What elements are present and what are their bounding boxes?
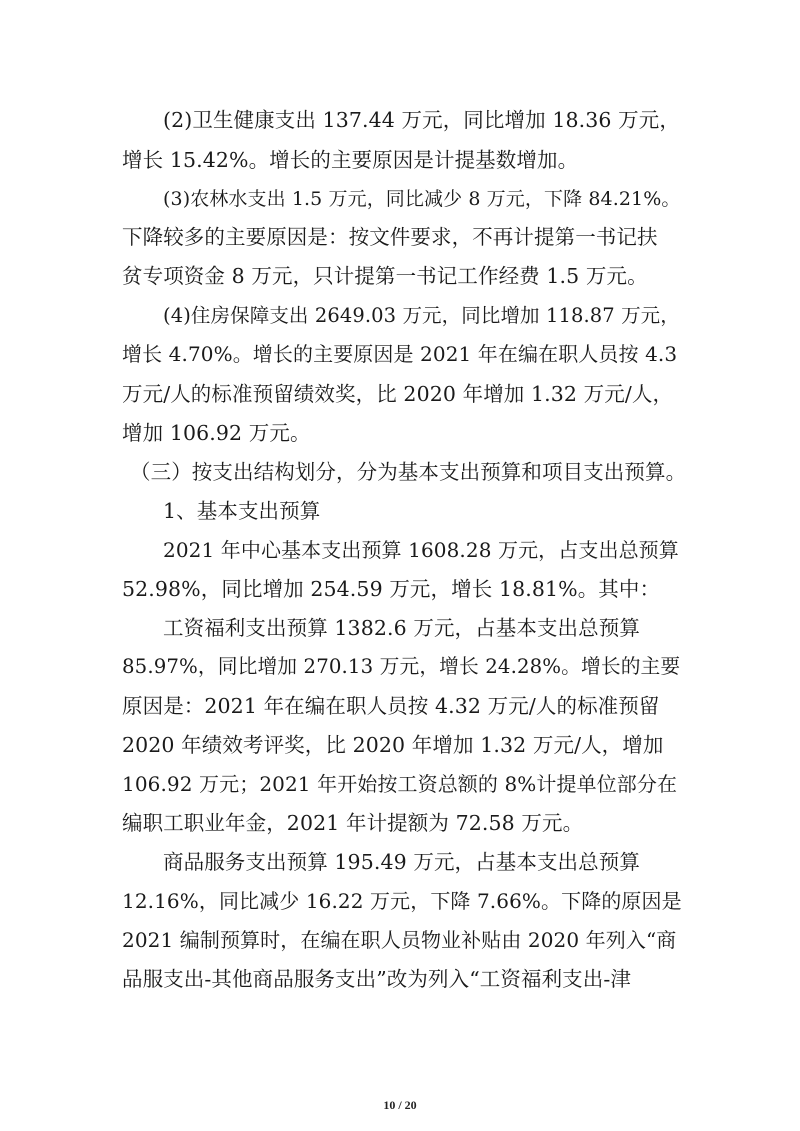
paragraph-line: 商品服务支出预算 195.49 万元，占基本支出总预算 — [163, 850, 640, 874]
section-heading: （三）按支出结构划分，分为基本支出预算和项目支出预算。 — [130, 460, 687, 484]
paragraph-line: 万元/人的标准预留绩效奖，比 2020 年增加 1.32 万元/人， — [122, 382, 674, 406]
paragraph-line: 106.92 万元；2021 年开始按工资总额的 8%计提单位部分在 — [122, 772, 678, 796]
paragraph-line: 增加 106.92 万元。 — [122, 421, 311, 445]
subsection-heading: 1、基本支出预算 — [163, 499, 321, 523]
paragraph-line: 原因是：2021 年在编在职人员按 4.32 万元/人的标准预留 — [122, 694, 660, 718]
paragraph-line: (4)住房保障支出 2649.03 万元，同比增加 118.87 万元， — [163, 304, 680, 327]
paragraph-line: (3)农林水支出 1.5 万元，同比减少 8 万元，下降 84.21%。 — [163, 188, 681, 210]
paragraph-line: 52.98%，同比增加 254.59 万元，增长 18.81%。其中： — [122, 577, 661, 601]
paragraph-line: 2020 年绩效考评奖，比 2020 年增加 1.32 万元/人，增加 — [122, 733, 664, 757]
paragraph-line: 2021 编制预算时，在编在职人员物业补贴由 2020 年列入“商 — [122, 928, 677, 952]
paragraph-line: 12.16%，同比减少 16.22 万元，下降 7.66%。下降的原因是 — [122, 889, 682, 913]
paragraph-line: 85.97%，同比增加 270.13 万元，增长 24.28%。增长的主要 — [122, 655, 681, 678]
paragraph-line: 下降较多的主要原因是：按文件要求，不再计提第一书记扶 — [122, 225, 658, 249]
page-number: 10 / 20 — [383, 1098, 417, 1112]
paragraph-line: 工资福利支出预算 1382.6 万元，占基本支出总预算 — [163, 616, 640, 640]
paragraph-line: 增长 15.42%。增长的主要原因是计提基数增加。 — [122, 148, 579, 172]
paragraph-line: 2021 年中心基本支出预算 1608.28 万元，占支出总预算 — [163, 538, 679, 562]
paragraph-line: 品服支出-其他商品服务支出”改为列入“工资福利支出-津 — [122, 967, 632, 991]
paragraph-line: 贫专项资金 8 万元，只计提第一书记工作经费 1.5 万元。 — [122, 264, 648, 288]
paragraph-line: 增长 4.70%。增长的主要原因是 2021 年在编在职人员按 4.3 — [122, 342, 678, 366]
paragraph-line: (2)卫生健康支出 137.44 万元，同比增加 18.36 万元， — [163, 108, 680, 132]
paragraph-line: 编职工职业年金，2021 年计提额为 72.58 万元。 — [122, 811, 584, 835]
